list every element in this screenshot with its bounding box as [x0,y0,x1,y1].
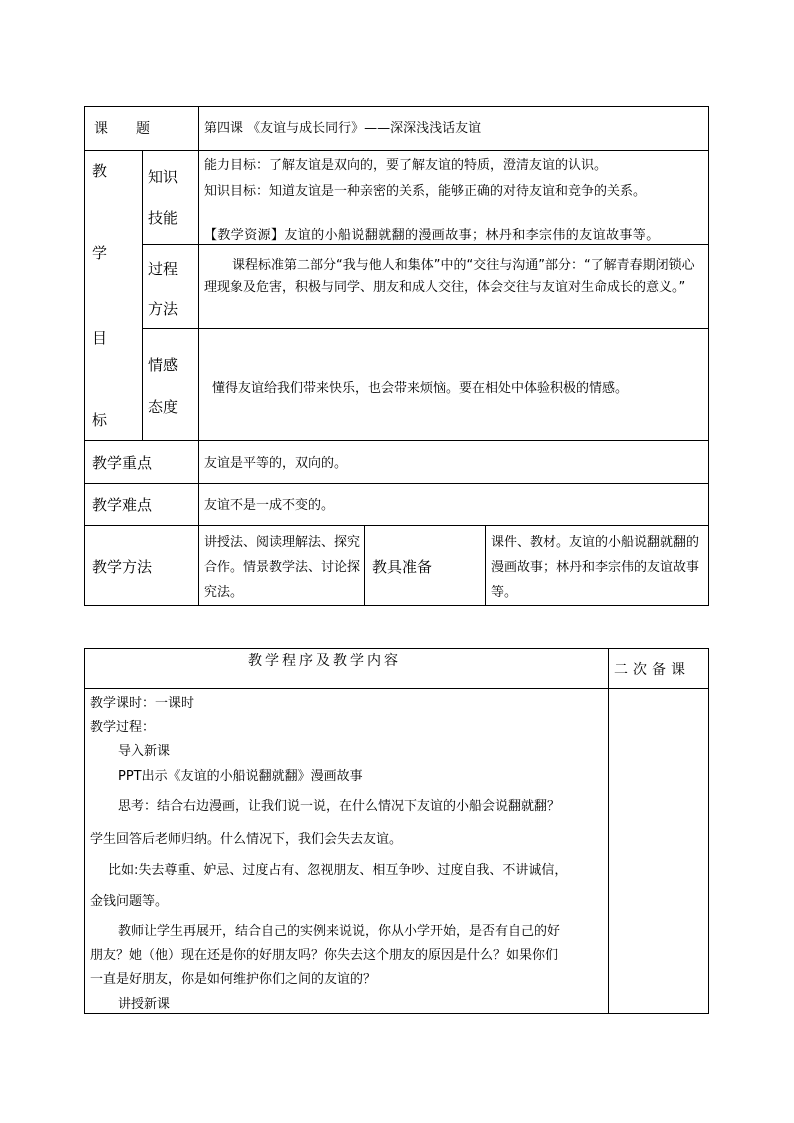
process-text: 课程标准第二部分“我与他人和集体”中的“交往与沟通”部分：“了解青春期闭锁心理现象及危害，积极与同学、朋友和成人交往，体会交往与友谊对生命成长的意义。” [204,258,695,295]
method-text: 讲授法、阅读理解法、探究合作。情景教学法、讨论探究法。 [204,535,361,600]
knowledge-goal: 知识目标：知道友谊是一种亲密的关系，能够正确的对待友谊和竞争的关系。 [204,184,647,199]
goals-label-char: 目 [92,329,108,347]
intro-heading: 导入新课 [118,744,171,759]
course-title: 第四课 《友谊与成长同行》——深深浅浅话友谊 [204,121,482,136]
knowledge-label: 知识 [148,168,179,186]
table-line [84,648,709,649]
new-lesson-heading: 讲授新课 [118,997,171,1012]
procedure-line: 比如:失去尊重、妒忌、过度占有、忽视朋友、相互争吵、过度自我、不讲诚信， [108,863,568,878]
table-line [708,648,709,1014]
table-line [708,106,709,606]
table-line [142,244,709,245]
goals-label-char: 学 [92,244,108,262]
process-heading: 教学过程： [90,720,156,735]
procedure-line: 一直是好朋友，你是如何维护你们之间的友谊的？ [90,972,377,987]
table-line [84,150,709,151]
table-line [84,648,85,1014]
class-hours: 教学课时：一课时 [90,696,195,711]
table-line [485,525,486,606]
procedure-line: 金钱问题等。 [90,894,169,909]
table-line [142,328,709,329]
procedure-line: 教师让学生再展开，结合自己的实例来说说，你从小学开始，是否有自己的好 [118,924,561,939]
table-line [84,106,85,606]
table-line [84,440,709,441]
emotion-label: 态度 [148,398,179,416]
knowledge-label: 技能 [148,209,179,227]
key-point-text: 友谊是平等的，双向的。 [204,456,348,471]
procedure-header: 教学程序及教学内容 [248,653,401,669]
table-line [142,150,143,440]
table-line [84,106,709,107]
table-line [84,605,709,606]
process-label: 过程 [148,260,179,278]
ability-goal: 能力目标：了解友谊是双向的，要了解友谊的特质，澄清友谊的认识。 [204,158,608,173]
difficulty-label: 教学难点 [92,496,153,514]
table-line [84,483,709,484]
course-label: 课 题 [94,121,150,137]
goals-label-char: 教 [92,162,108,180]
procedure-line: 朋友？她（他）现在还是你的好朋友吗？你失去这个朋友的原因是什么？如果你们 [90,948,559,963]
table-line [84,525,709,526]
difficulty-text: 友谊不是一成不变的。 [204,498,335,513]
table-line [198,106,199,606]
tools-text: 课件、教材。友谊的小船说翻就翻的漫画故事；林丹和李宗伟的友谊故事等。 [491,535,700,600]
table-line [364,525,365,606]
method-label: 教学方法 [92,558,153,576]
table-line [84,688,709,689]
goals-label-char: 标 [92,411,108,429]
key-point-label: 教学重点 [92,454,153,472]
process-label: 方法 [148,300,179,318]
procedure-line: PPT出示《友谊的小船说翻就翻》漫画故事 [118,769,363,784]
teaching-resources: 【教学资源】友谊的小船说翻就翻的漫画故事；林丹和李宗伟的友谊故事等。 [204,228,660,243]
procedure-line: 学生回答后老师归纳。什么情况下，我们会失去友谊。 [90,832,403,847]
procedure-line: 思考：结合右边漫画，让我们说一说，在什么情况下友谊的小船会说翻就翻？ [118,799,561,814]
second-prep-header: 二次备课 [614,662,690,678]
emotion-text: 懂得友谊给我们带来快乐，也会带来烦恼。要在相处中体验积极的情感。 [212,381,629,396]
emotion-label: 情感 [148,356,179,374]
table-line [84,1013,709,1014]
tools-label: 教具准备 [372,558,433,576]
table-line [608,648,609,1014]
